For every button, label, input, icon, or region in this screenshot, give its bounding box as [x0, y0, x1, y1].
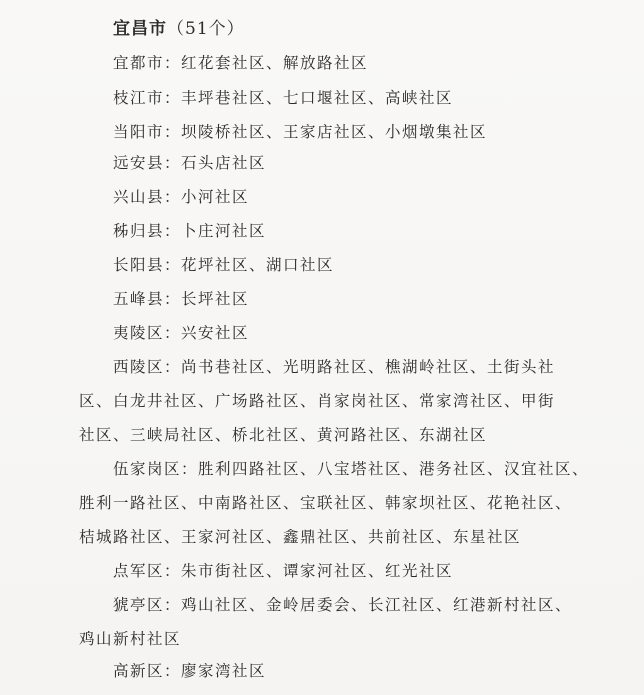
list-item: 猇亭区：鸡山社区、金岭居委会、长江社区、红港新村社区、 — [113, 596, 573, 614]
list-item: 兴山县：小河社区 — [113, 188, 250, 206]
list-item-continuation: 社区、三峡局社区、桥北社区、黄河路社区、东湖社区 — [79, 426, 488, 444]
list-item: 秭归县：卜庄河社区 — [113, 222, 267, 240]
list-item: 远安县：石头店社区 — [113, 154, 267, 172]
list-item: 西陵区：尚书巷社区、光明路社区、樵湖岭社区、土街头社 — [113, 358, 556, 376]
list-item: 点军区：朱市街社区、谭家河社区、红光社区 — [113, 562, 454, 580]
heading-count: （51个） — [167, 19, 245, 39]
heading-city: 宜昌市 — [113, 19, 167, 39]
list-item-continuation: 胜利一路社区、中南路社区、宝联社区、韩家坝社区、花艳社区、 — [79, 494, 573, 512]
list-item: 伍家岗区：胜利四路社区、八宝塔社区、港务社区、汉宜社区、 — [113, 460, 590, 478]
list-item: 夷陵区：兴安社区 — [113, 324, 250, 342]
list-item-continuation: 区、白龙井社区、广场路社区、肖家岗社区、常家湾社区、甲街 — [79, 392, 556, 410]
list-item: 长阳县：花坪社区、湖口社区 — [113, 256, 335, 274]
section-heading — [113, 14, 245, 39]
list-item: 宜都市：红花套社区、解放路社区 — [113, 54, 369, 72]
list-item-continuation: 鸡山新村社区 — [79, 630, 182, 648]
list-item-continuation: 桔城路社区、王家河社区、鑫鼎社区、共前社区、东星社区 — [79, 528, 522, 546]
list-item: 当阳市：坝陵桥社区、王家店社区、小烟墩集社区 — [113, 123, 488, 141]
list-item: 枝江市：丰坪巷社区、七口堰社区、高峡社区 — [113, 89, 454, 107]
list-item: 高新区：廖家湾社区 — [113, 662, 267, 680]
list-item: 五峰县：长坪社区 — [113, 290, 250, 308]
